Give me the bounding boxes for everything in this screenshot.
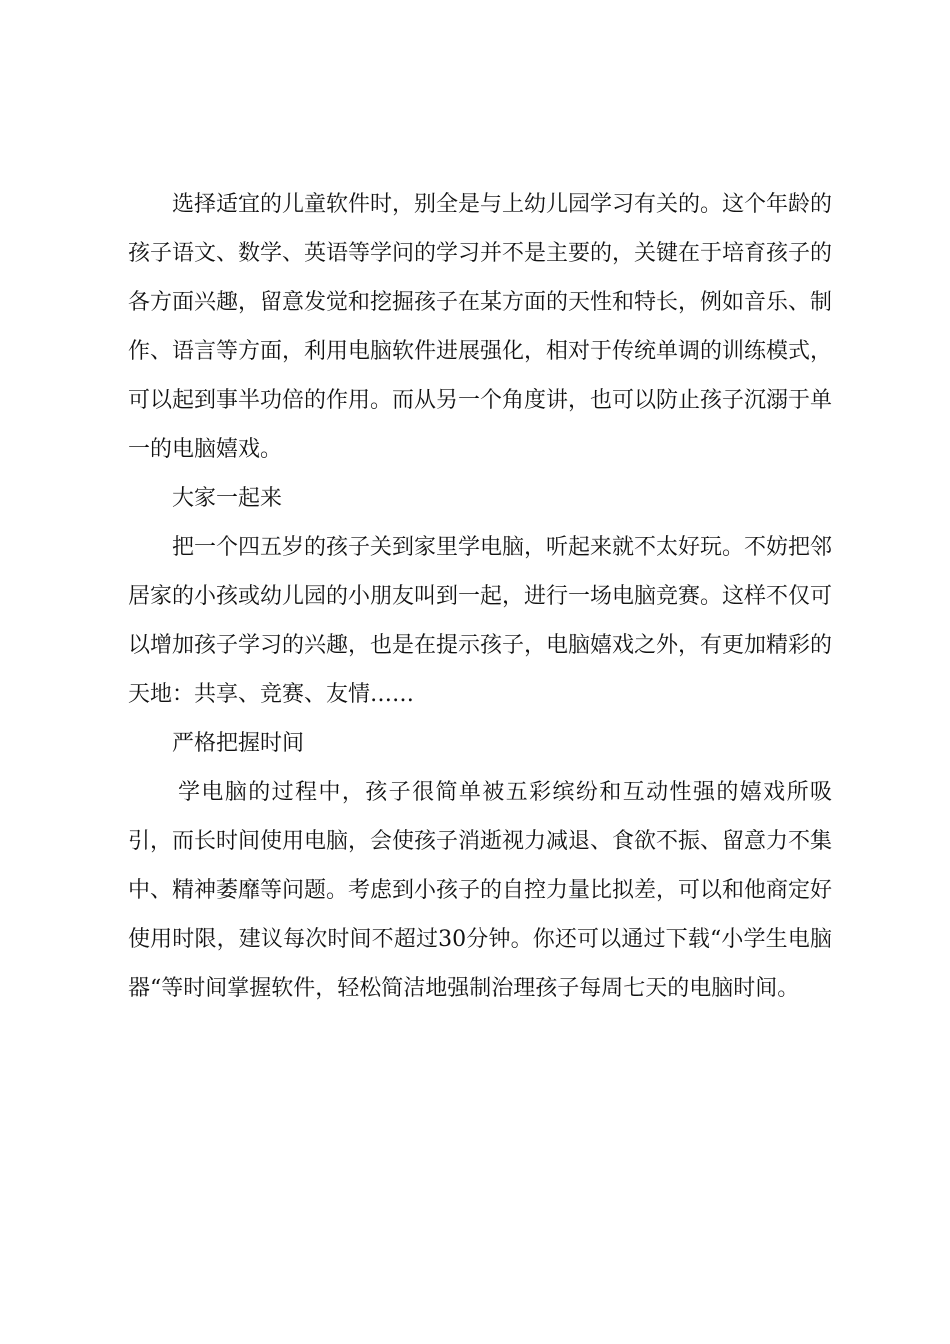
paragraph-software-choice: 选择适宜的儿童软件时，别全是与上幼儿园学习有关的。这个年龄的孩子语文、数学、英语等学问的学习并不是主要的，关键在于培育孩子的各方面兴趣，留意发觉和挖掘孩子在某方面的天性和特长，例如音乐、制作、语言等方面，利用电脑软件进展强化，相对于传统单调的训练模式，可以起到事半功倍的作用。而从另一个角度讲，也可以防止孩子沉溺于单一的电脑嬉戏。 [128,192,833,462]
paragraph-time-control: 学电脑的过程中，孩子很简单被五彩缤纷和互动性强的嬉戏所吸引，而长时间使用电脑，会使孩子消逝视力减退、食欲不振、留意力不集中、精神萎靡等问题。考虑到小孩子的自控力量比拟差，可以和他商定好使用时限，建议每次时间不超过30分钟。你还可以通过下载“小学生电脑器“等时间掌握软件，轻松简洁地强制治理孩子每周七天的电脑时间。 [128,780,833,1001]
heading-together: 大家一起来 [172,486,283,511]
heading-time-control: 严格把握时间 [172,731,305,756]
document-body [128,180,832,1013]
paragraph-together: 把一个四五岁的孩子关到家里学电脑，听起来就不太好玩。不妨把邻居家的小孩或幼儿园的小朋友叫到一起，进行一场电脑竞赛。这样不仅可以增加孩子学习的兴趣，也是在提示孩子，电脑嬉戏之外，有更加精彩的天地：共享、竞赛、友情…… [128,535,833,707]
